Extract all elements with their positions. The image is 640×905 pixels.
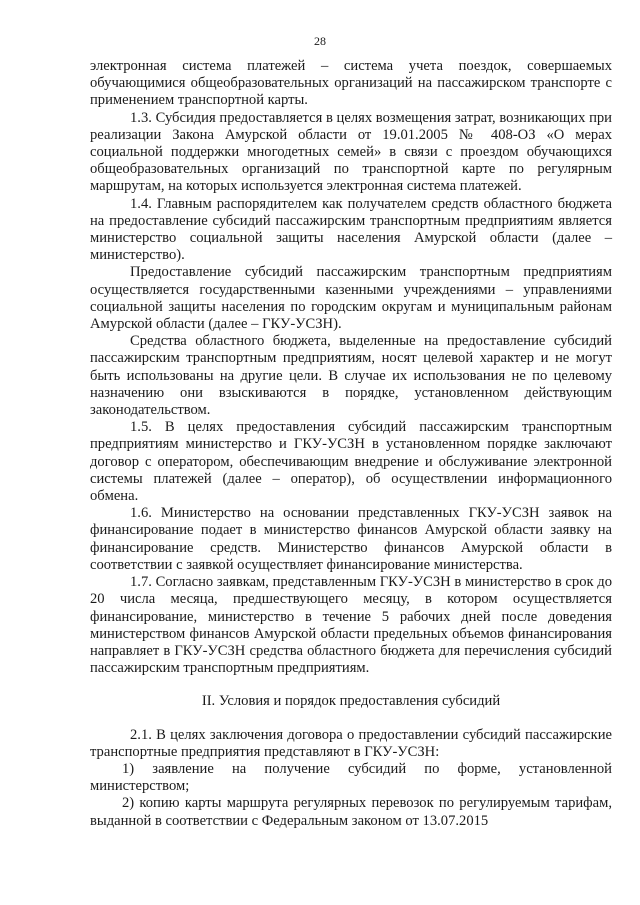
paragraph-1-5: 1.5. В целях предоставления субсидий пассажирским транспортным предприятиям министерство и ГКУ-УСЗН в установленном порядке заключают договор с оператором, обеспечивающим внедрение и обслуживание электронной системы платежей (далее – оператор), об осуществлении информационного обмена. bbox=[90, 419, 612, 505]
paragraph-1-7: 1.7. Согласно заявкам, представленным ГКУ-УСЗН в министерство в срок до 20 числа месяца, предшествующего месяцу, в котором осуществляется финансирование, министерство в течение 5 рабочих дней после доведения министерством финансов Амурской области предельных объемов финансирования направляет в ГКУ-УСЗН средства областного бюджета для перечисления субсидий пассажирским транспортным предприятиям. bbox=[90, 574, 612, 677]
paragraph-funds: Средства областного бюджета, выделенные на предоставление субсидий пассажирским транспортным предприятиям, носят целевой характер и не могут быть использованы на другие цели. В случае их использования не по целевому назначению они взыскиваются в порядке, установленном действующим законодательством. bbox=[90, 333, 612, 419]
list-item: 1) заявление на получение субсидий по форме, установленной министерством; bbox=[90, 760, 612, 795]
document-body bbox=[90, 58, 612, 830]
page-number: 28 bbox=[314, 34, 326, 48]
paragraph-continuation: электронная система платежей – система учета поездок, совершаемых обучающимися общеобразовательных организаций на пассажирском транспорте с применением транспортной карты. bbox=[90, 58, 612, 109]
paragraph-2-1: 2.1. В целях заключения договора о предоставлении субсидий пассажирские транспортные предприятия представляют в ГКУ-УСЗН: bbox=[90, 726, 612, 760]
paragraph-1-6: 1.6. Министерство на основании представленных ГКУ-УСЗН заявок на финансирование подает в министерство финансов Амурской области заявку на финансирование средств. Министерство финансов Амурской области в соответствии с заявкой осуществляет финансирование министерства. bbox=[90, 505, 612, 573]
paragraph-provision: Предоставление субсидий пассажирским транспортным предприятиям осуществляется государственными казенными учреждениями – управлениями социальной защиты населения по городским округам и муниципальным районам Амурской области (далее – ГКУ-УСЗН). bbox=[90, 264, 612, 333]
list-item: 2) копию карты маршрута регулярных перевозок по регулируемым тарифам, выданной в соответствии с Федеральным законом от 13.07.2015 bbox=[90, 795, 612, 829]
paragraph-1-4: 1.4. Главным распорядителем как получателем средств областного бюджета на предоставление субсидий пассажирским транспортным предприятиям является министерство социальной защиты населения Амурской области (далее – министерство). bbox=[90, 195, 612, 264]
section-heading: II. Условия и порядок предоставления субсидий bbox=[201, 693, 501, 710]
paragraph-1-3: 1.3. Субсидия предоставляется в целях возмещения затрат, возникающих при реализации Закона Амурской области от 19.01.2005 № 408-ОЗ «О мерах социальной поддержки многодетных семей» в связи с проездом обучающихся общеобразовательных организаций по транспортной карте по регулярным маршрутам, на которых используется электронная система платежей. bbox=[90, 109, 612, 195]
